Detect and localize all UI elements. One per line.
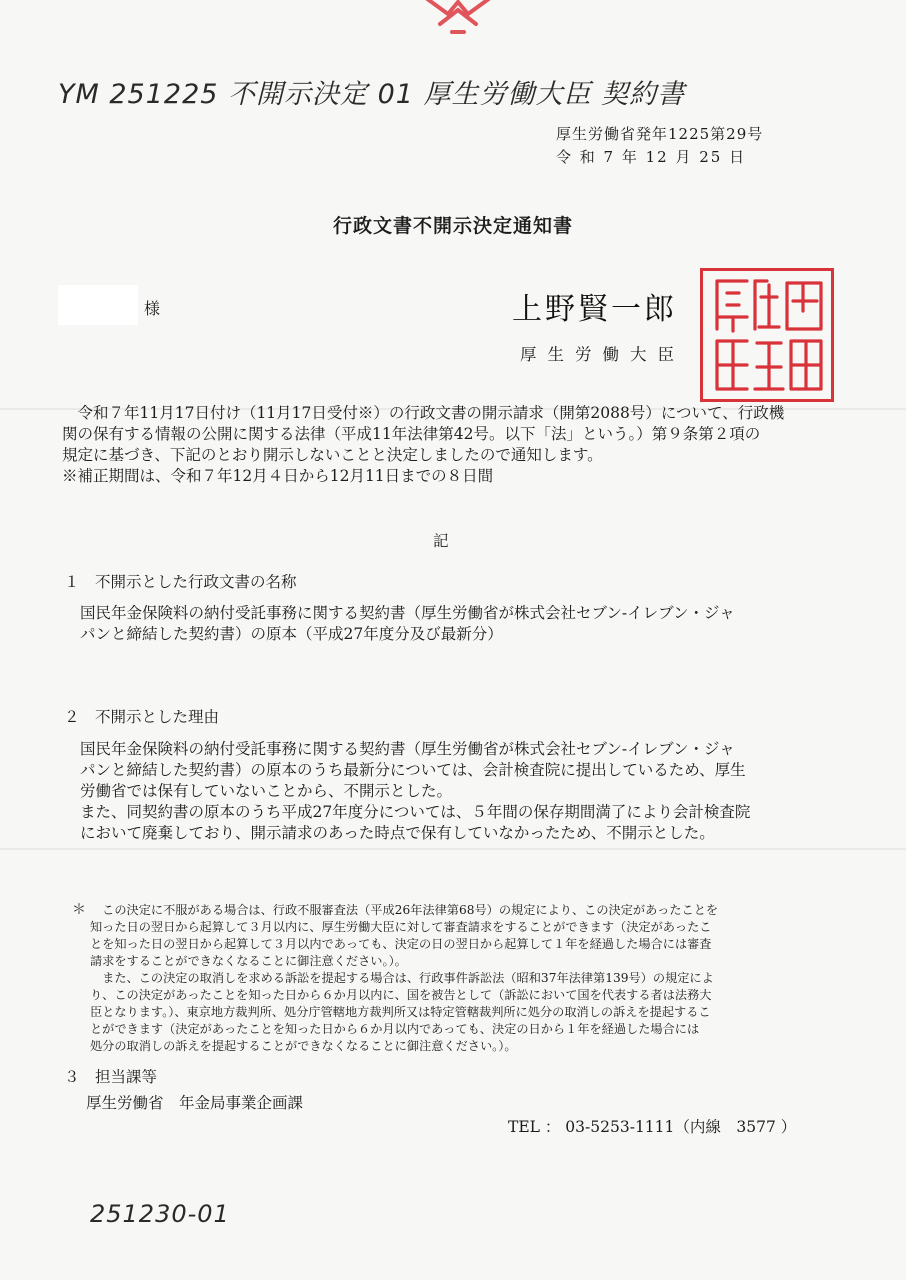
note-line: 請求をすることができなくなることに御注意ください。）。 (90, 954, 407, 968)
section1-line: パンと締結した契約書）の原本（平成27年度分及び最新分） (80, 625, 503, 643)
official-seal-stamp (700, 268, 834, 402)
note-line: 処分の取消しの訴えを提起することができなくなることに御注意ください。）。 (90, 1039, 517, 1053)
document-number: 厚生労働省発年1225第29号 (556, 125, 764, 143)
section2-line: また、同契約書の原本のうち平成27年度分については、５年間の保存期間満了により会計検査院 (80, 803, 751, 821)
recipient-honorific: 様 (144, 299, 161, 318)
section2-heading: ２ 不開示とした理由 (64, 708, 220, 726)
document-title: 行政文書不開示決定通知書 (332, 215, 573, 237)
section2-line: 労働省では保有していないことから、不開示とした。 (80, 782, 453, 800)
section3-heading: ３ 担当課等 (64, 1068, 158, 1086)
ki-heading: 記 (433, 532, 449, 550)
handwritten-annotation-bottom: 251230-01 (90, 1200, 230, 1228)
seal-glyphs-icon (703, 271, 831, 399)
note-asterisk: ＊ (72, 902, 86, 918)
minister-title: 厚生労働大臣 (520, 345, 685, 364)
section2-line: 国民年金保険料の納付受託事務に関する契約書（厚生労働省が株式会社セブン-イレブン・ジャ (80, 740, 735, 758)
contact-phone: TEL ： 03-5253-1111（内線 3577 ） (508, 1118, 797, 1136)
handwritten-signature: 上野賢一郎 (512, 292, 677, 327)
note-line: とができます（決定があったことを知った日から６か月以内であっても、決定の日から１年を経過した場合には (90, 1022, 700, 1036)
contact-department: 厚生労働省 年金局事業企画課 (86, 1094, 304, 1112)
section2-line: において廃棄しており、開示請求のあった時点で保有していなかったため、不開示とした。 (80, 824, 715, 842)
section1-heading: １ 不開示とした行政文書の名称 (64, 573, 297, 591)
handwritten-annotation-top: YM 251225 不開示決定 01 厚生労働大臣 契約書 (58, 79, 686, 110)
note-line: この決定に不服がある場合は、行政不服審査法（平成26年法律第68号）の規定により、この決定があったことを (90, 903, 719, 917)
section1-line: 国民年金保険料の納付受託事務に関する契約書（厚生労働省が株式会社セブン-イレブン・ジャ (80, 604, 735, 622)
redacted-recipient-name (58, 285, 138, 325)
note-line: り、この決定があったことを知った日から６か月以内に、国を被告として（訴訟において国を代表する者は法務大 (90, 988, 712, 1002)
note-line: とを知った日の翌日から起算して３月以内であっても、決定の日の翌日から起算して１年を経過した場合には審査 (90, 937, 712, 951)
section2-line: パンと締結した契約書）の原本のうち最新分については、会計検査院に提出しているため、厚生 (80, 761, 746, 779)
intro-line: 規定に基づき、下記のとおり開示しないことと決定しましたので通知します。 (62, 446, 603, 464)
paper-fold-line (0, 848, 906, 850)
note-line: 臣となります。）、東京地方裁判所、処分庁管轄地方裁判所又は特定管轄裁判所に処分の取消しの訴えを提起するこ (90, 1005, 711, 1019)
intro-line: 関の保有する情報の公開に関する法律（平成11年法律第42号。以下「法」という。）第９条第２項の (62, 425, 761, 443)
intro-line: 令和７年11月17日付け（11月17日受付※）の行政文書の開示請求（開第2088号）について、行政機 (62, 404, 785, 422)
document-date: 令 和 7 年 12 月 25 日 (556, 148, 747, 166)
note-line: また、この決定の取消しを求める訴訟を提起する場合は、行政事件訴訟法（昭和37年法律第139号）の規定によ (90, 971, 714, 985)
intro-line: ※補正期間は、令和７年12月４日から12月11日までの８日間 (62, 467, 494, 485)
note-line: 知った日の翌日から起算して３月以内に、厚生労働大臣に対して審査請求をすることができます（決定があったこ (90, 920, 712, 934)
partial-seal-stamp-top (418, 0, 498, 36)
